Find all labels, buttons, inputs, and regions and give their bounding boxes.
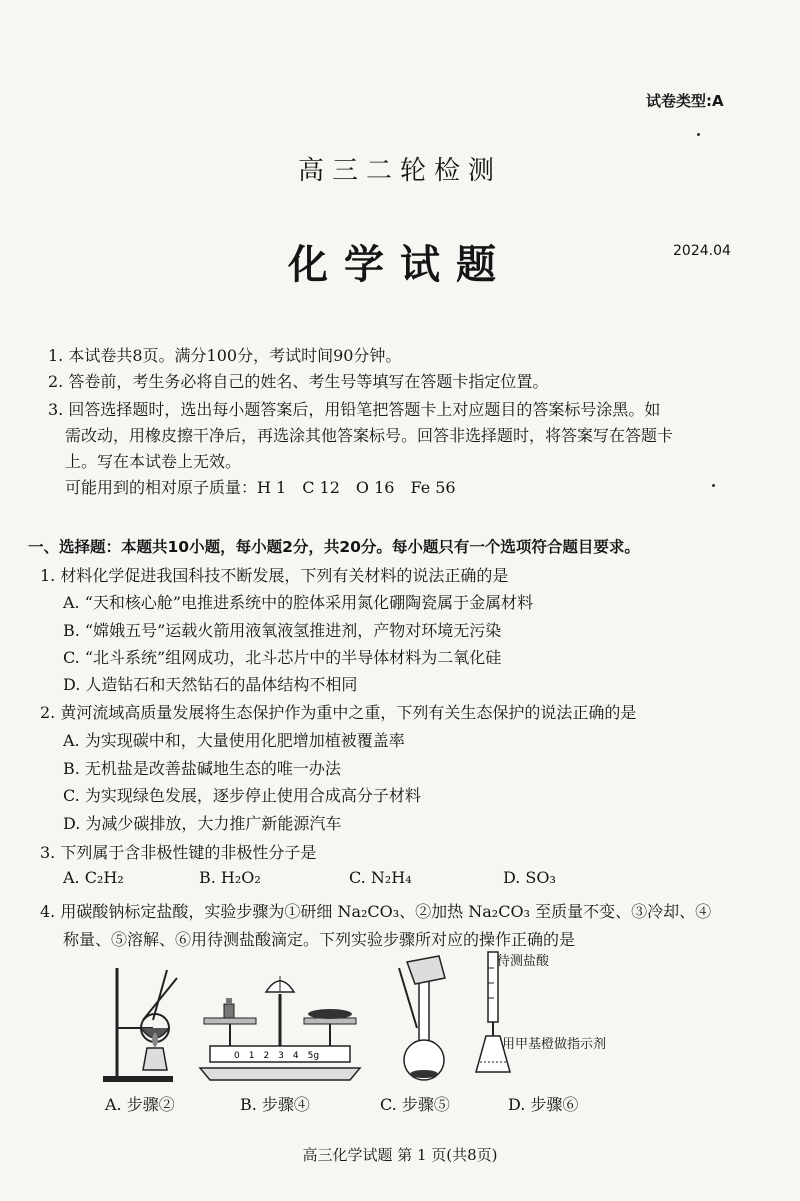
q2-option-a: A. 为实现碳中和，大量使用化肥增加植被覆盖率	[63, 731, 405, 750]
figure-b-balance	[190, 948, 370, 1088]
caption-a: A. 步骤②	[105, 1095, 175, 1114]
label-indicator: 用甲基橙做指示剂	[502, 1037, 607, 1052]
instruction-2: 2. 答卷前，考生务必将自己的姓名、考生号等填写在答题卡指定位置。	[48, 372, 549, 391]
caption-c: C. 步骤⑤	[380, 1095, 450, 1114]
q1-stem: 1. 材料化学促进我国科技不断发展，下列有关材料的说法正确的是	[40, 566, 509, 585]
caption-b: B. 步骤④	[240, 1095, 310, 1114]
q2-option-c: C. 为实现绿色发展，逐步停止使用合成高分子材料	[63, 786, 421, 805]
instruction-1: 1. 本试卷共8页。满分100分，考试时间90分钟。	[48, 346, 402, 365]
section-heading: 一、选择题：本题共10小题，每小题2分，共20分。每小题只有一个选项符合题目要求。	[28, 538, 640, 556]
exam-title: 化学试题	[288, 242, 512, 288]
figure-c-flask	[385, 948, 465, 1088]
page-footer: 高三化学试题 第 1 页(共8页)	[302, 1146, 498, 1164]
q2-option-d: D. 为减少碳排放，大力推广新能源汽车	[63, 814, 342, 833]
exam-date: 2024.04	[673, 243, 731, 259]
q1-option-a: A. “天和核心舱”电推进系统中的腔体采用氮化硼陶瓷属于金属材料	[63, 593, 534, 612]
q3-option-a: A. C₂H₂	[63, 868, 124, 887]
q1-option-b: B. “嫦娥五号”运载火箭用液氧液氢推进剂，产物对环境无污染	[63, 621, 502, 640]
instruction-3-cont: 需改动，用橡皮擦干净后，再选涂其他答案标号。回答非选择题时，将答案写在答题卡	[65, 426, 674, 445]
q3-option-d: D. SO₃	[503, 868, 556, 887]
scan-speck	[697, 133, 700, 136]
instruction-3: 3. 回答选择题时，选出每小题答案后，用铅笔把答题卡上对应题目的答案标号涂黑。如	[48, 400, 661, 419]
q1-option-d: D. 人造钻石和天然钻石的晶体结构不相同	[63, 675, 358, 694]
q4-stem-line2: 称量、⑤溶解、⑥用待测盐酸滴定。下列实验步骤所对应的操作正确的是	[63, 930, 576, 949]
figure-a-heating	[95, 948, 195, 1088]
exam-subtitle: 高三二轮检测	[297, 156, 502, 186]
label-acid: 待测盐酸	[497, 954, 550, 969]
q3-stem: 3. 下列属于含非极性键的非极性分子是	[40, 843, 317, 862]
instruction-3-cont2: 上。写在本试卷上无效。	[65, 452, 242, 471]
q1-option-c: C. “北斗系统”组网成功，北斗芯片中的半导体材料为二氧化硅	[63, 648, 502, 667]
q3-option-c: C. N₂H₄	[349, 868, 412, 887]
atomic-masses: 可能用到的相对原子质量：H 1 C 12 O 16 Fe 56	[65, 478, 456, 497]
scan-speck	[712, 484, 715, 487]
q2-stem: 2. 黄河流域高质量发展将生态保护作为重中之重，下列有关生态保护的说法正确的是	[40, 703, 637, 722]
figure-d-titration	[470, 948, 550, 1088]
q3-option-b: B. H₂O₂	[199, 868, 261, 887]
balance-scale-labels: 0 1 2 3 4 5g	[234, 1051, 320, 1061]
paper-type: 试卷类型:A	[646, 92, 724, 110]
caption-d: D. 步骤⑥	[508, 1095, 579, 1114]
q4-stem-line1: 4. 用碳酸钠标定盐酸，实验步骤为①研细 Na₂CO₃、②加热 Na₂CO₃ 至质量不变、③冷却、④	[40, 902, 712, 921]
q2-option-b: B. 无机盐是改善盐碱地生态的唯一办法	[63, 759, 341, 778]
